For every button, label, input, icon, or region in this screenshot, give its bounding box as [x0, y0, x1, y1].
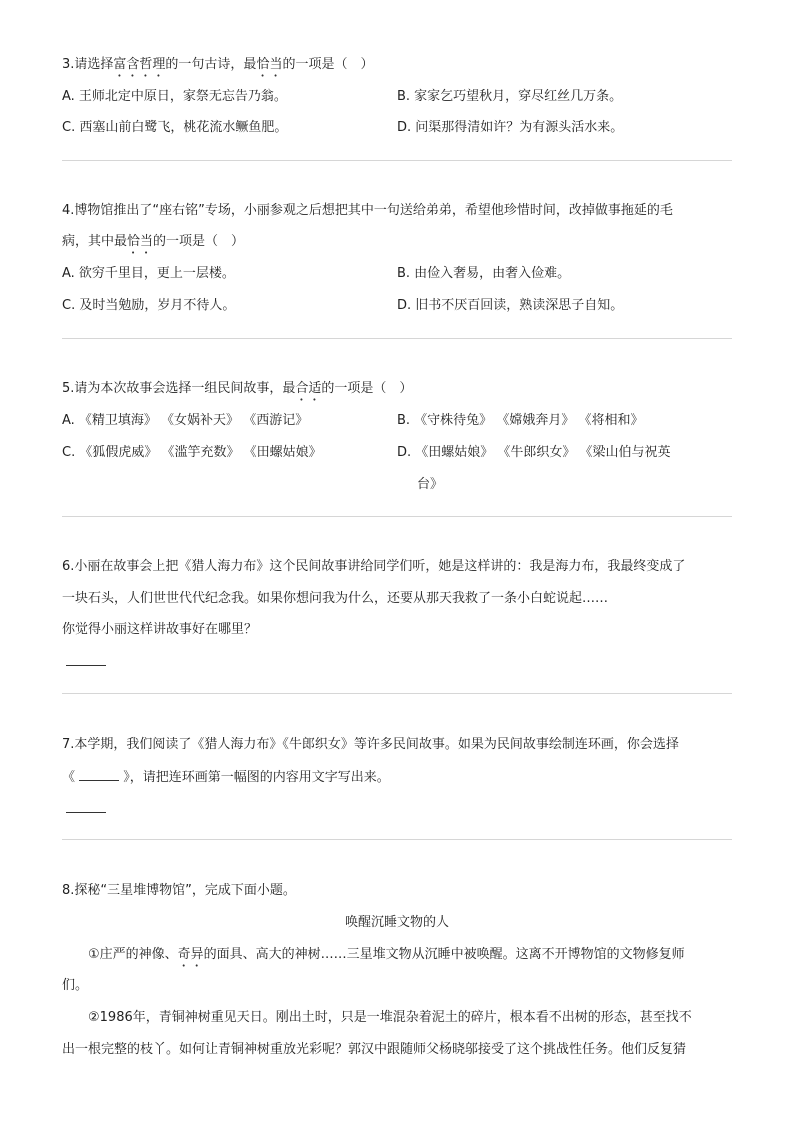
q4-emphasis: 恰当: [127, 234, 154, 249]
passage-p2-line1: ②1986年，青铜神树重见天日。刚出土时，只是一堆混杂着泥土的碎片，根本看不出树的形态，甚至找不: [88, 1010, 692, 1025]
q4-option-d[interactable]: D. 旧书不厌百回读，熟读深思子自知。: [397, 298, 624, 313]
divider: [62, 160, 732, 161]
q3-option-c[interactable]: C. 西塞山前白鹭飞，桃花流水鳜鱼肥。: [62, 120, 288, 135]
q4-option-a[interactable]: A. 欲穷千里目，更上一层楼。: [62, 266, 235, 281]
divider: [62, 516, 732, 517]
q5-option-c[interactable]: C. 《狐假虎威》 《滥竽充数》 《田螺姑娘》: [62, 445, 322, 460]
divider: [62, 338, 732, 339]
q3-stem-text: 3.请选择: [62, 57, 114, 72]
divider: [62, 839, 732, 840]
q5-option-d-wrap: 台》: [417, 477, 444, 492]
divider: [62, 693, 732, 694]
p1-emphasis: 奇异: [177, 947, 204, 962]
passage-p2-line2: 出一根完整的枝丫。如何让青铜神树重放光彩呢？郭汉中跟随师父杨晓邬接受了这个挑战性任务。他们反复猜: [62, 1042, 687, 1057]
q6-answer-blank[interactable]: [66, 652, 106, 672]
q4-option-c[interactable]: C. 及时当勉励，岁月不待人。: [62, 298, 236, 313]
q5-stem: [62, 380, 412, 404]
q3-emphasis-2: 恰当: [256, 57, 283, 72]
q5-option-b[interactable]: B. 《守株待兔》 《嫦娥奔月》 《将相和》: [397, 413, 644, 428]
q4-stem-line1: 4.博物馆推出了“座右铭”专场，小丽参观之后想把其中一句送给弟弟，希望他珍惜时间，改掉做事拖延的毛: [62, 203, 673, 218]
q6-line3: 你觉得小丽这样讲故事好在哪里？: [62, 622, 258, 637]
q3-option-a[interactable]: A. 王师北定中原日，家祭无忘告乃翁。: [62, 89, 287, 104]
q7-line1: 7.本学期，我们阅读了《猎人海力布》《牛郎织女》等许多民间故事。如果为民间故事绘制连环画，你会选择: [62, 737, 679, 752]
passage-title: 唤醒沉睡文物的人: [344, 915, 449, 930]
q3-emphasis-1: 富含哲理: [113, 57, 166, 72]
q7-text: 》，请把连环画第一幅图的内容用文字写出来。: [123, 770, 390, 785]
q6-line2: 一块石头，人们世世代代纪念我。如果你想问我为什么，还要从那天我救了一条小白蛇说起……: [62, 591, 609, 606]
q5-stem-text: 5.请为本次故事会选择一组民间故事，最: [62, 381, 296, 396]
q4-stem-text: 的一项是（ ）: [153, 234, 245, 249]
p1-text: 的面具、高大的神树……三星堆文物从沉睡中被唤醒。这离不开博物馆的文物修复师: [203, 947, 685, 962]
passage-p1-line2: 们。: [62, 978, 89, 993]
q7-line2: [62, 767, 390, 787]
q5-emphasis: 合适: [295, 381, 322, 396]
q6-line1: 6.小丽在故事会上把《猎人海力布》这个民间故事讲给同学们听，她是这样讲的：我是海力布，我最终变成了: [62, 559, 686, 574]
q3-stem-text: 的一句古诗，最: [165, 57, 257, 72]
q7-title-blank[interactable]: [79, 767, 119, 781]
q4-option-b[interactable]: B. 由俭入奢易，由奢入俭难。: [397, 266, 571, 281]
q5-stem-text: 的一项是（ ）: [321, 381, 413, 396]
q7-text: 《: [62, 770, 76, 785]
q4-stem-line2: [62, 233, 244, 257]
q7-answer-blank[interactable]: [66, 799, 106, 819]
q5-option-a[interactable]: A. 《精卫填海》 《女娲补天》 《西游记》: [62, 413, 309, 428]
q3-stem: [62, 56, 373, 80]
passage-p1-line1: [88, 946, 685, 970]
q3-option-b[interactable]: B. 家家乞巧望秋月，穿尽红丝几万条。: [397, 89, 623, 104]
p1-text: ①庄严的神像、: [88, 947, 178, 962]
q4-stem-text: 病，其中最: [62, 234, 128, 249]
q5-option-d[interactable]: D. 《田螺姑娘》 《牛郎织女》 《梁山伯与祝英: [397, 445, 671, 460]
q3-option-d[interactable]: D. 问渠那得清如许？为有源头活水来。: [397, 120, 624, 135]
q8-stem: 8.探秘“三星堆博物馆”，完成下面小题。: [62, 883, 296, 898]
q3-stem-text: 的一项是（ ）: [282, 57, 374, 72]
